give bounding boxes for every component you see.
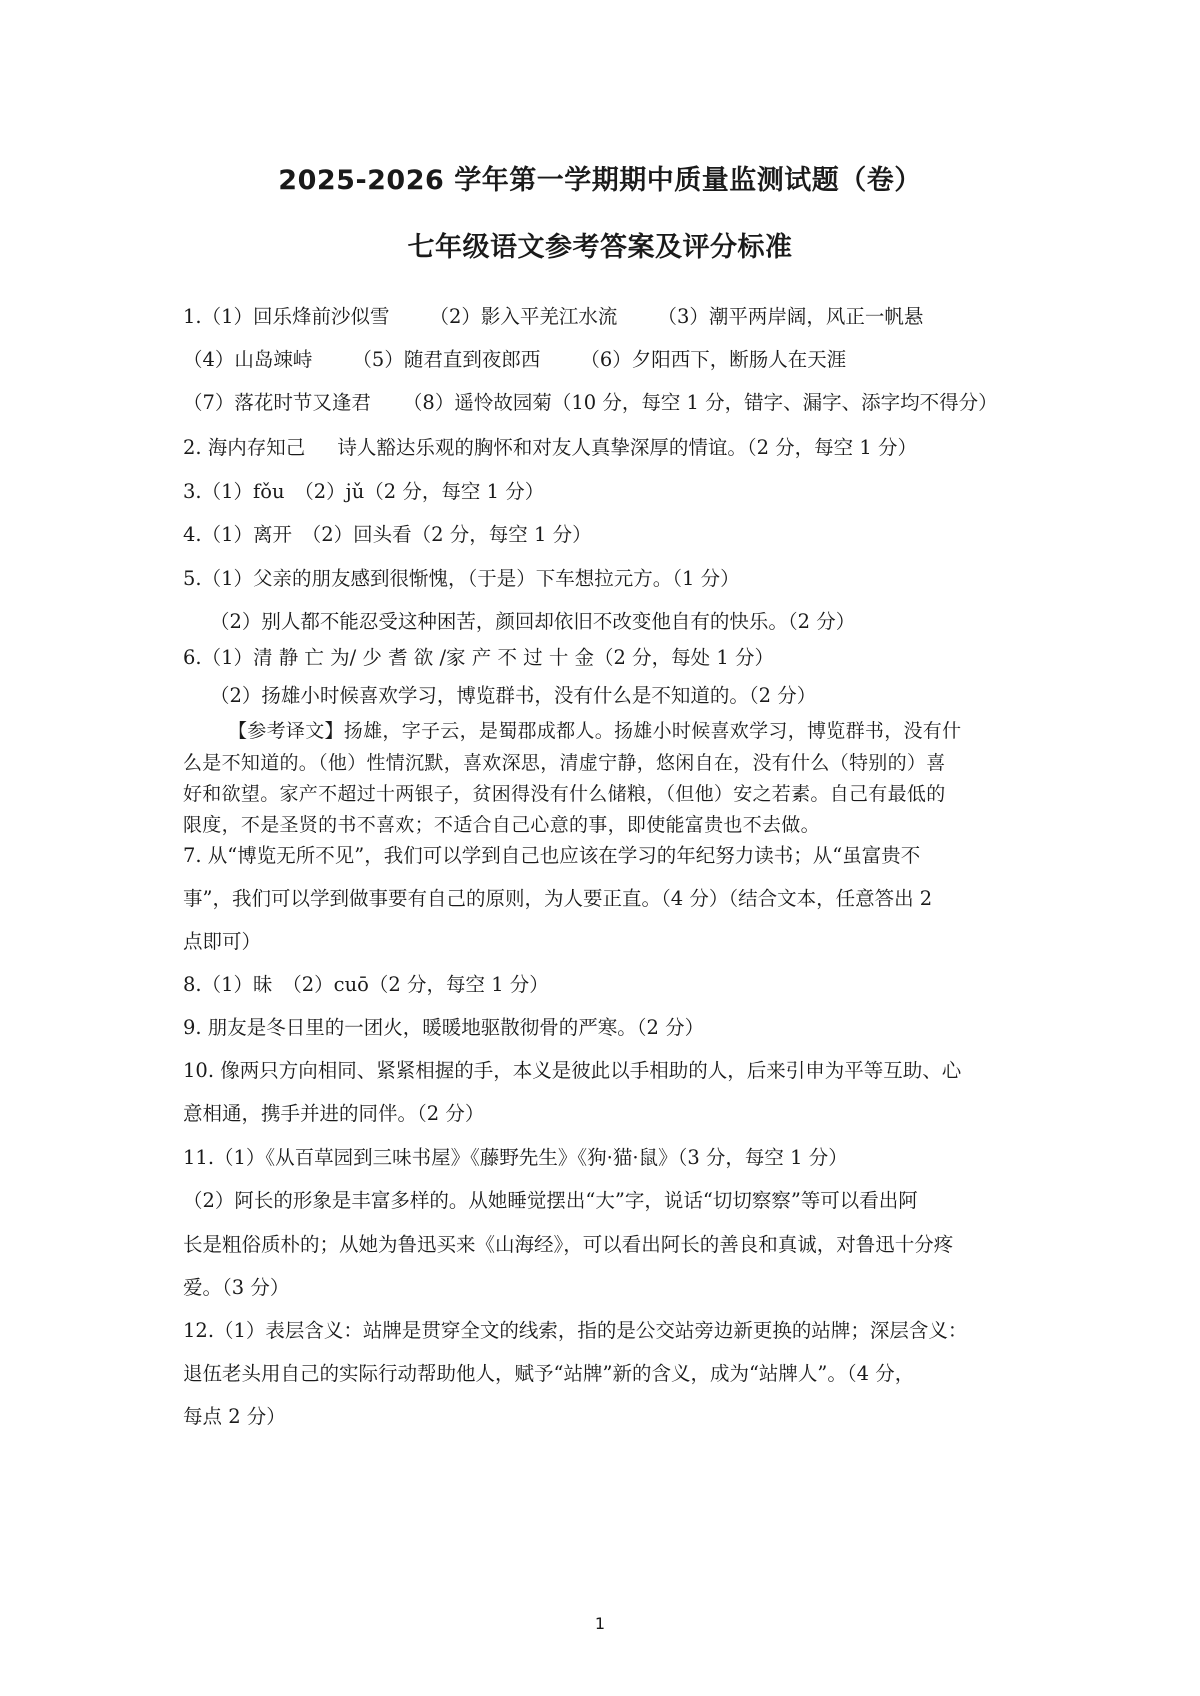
translation-line-1: 【参考译文】扬雄，字子云，是蜀郡成都人。扬雄小时候喜欢学习，博览群书，没有什 [228,720,962,742]
answer-5-2: （2）别人都不能忍受这种困苦，颜回却依旧不改变他自有的快乐。（2 分） [210,610,856,633]
answer-7-line-3: 点即可） [183,930,262,953]
answer-10-line-1: 10. 像两只方向相同、紧紧相握的手，本义是彼此以手相助的人，后来引申为平等互助、心 [183,1059,962,1082]
answer-4: 4.（1）离开 （2）回头看（2 分，每空 1 分） [183,523,592,546]
answer-11-2-line-1: （2）阿长的形象是丰富多样的。从她睡觉摆出“大”字，说话“切切察察”等可以看出阿 [183,1189,918,1212]
answer-6-2: （2）扬雄小时候喜欢学习，博览群书，没有什么是不知道的。（2 分） [210,684,817,707]
answer-1-part-5: （5）随君直到夜郎西 [352,348,541,371]
answer-1-part-1: 1.（1）回乐烽前沙似雪 [183,305,390,328]
answer-11-2-line-2: 长是粗俗质朴的；从她为鲁迅买来《山海经》，可以看出阿长的善良和真诚，对鲁迅十分疼 [183,1233,954,1256]
answer-7-line-1: 7. 从“博览无所不见”，我们可以学到自己也应该在学习的年纪努力读书；从“虽富贵不 [183,844,921,867]
translation-line-2: 么是不知道的。（他）性情沉默，喜欢深思，清虚宁静，悠闲自在，没有什么（特别的）喜 [183,752,946,774]
answer-11-1: 11.（1）《从百草园到三味书屋》《藤野先生》《狗·猫·鼠》（3 分，每空 1 分） [183,1146,848,1169]
answer-1-part-3: （3）潮平两岸阔，风正一帆悬 [657,305,924,328]
translation-line-3: 好和欲望。家产不超过十两银子，贫困得没有什么储粮，（但他）安之若素。自己有最低的 [183,783,946,805]
answer-12-line-1: 12.（1）表层含义：站牌是贯穿全文的线索，指的是公交站旁边新更换的站牌；深层含义： [183,1319,968,1342]
answer-1-part-7: （7）落花时节又逢君 [183,391,371,414]
answer-2-part-2: 诗人豁达乐观的胸怀和对友人真挚深厚的情谊。（2 分，每空 1 分） [337,436,917,459]
answer-2 [183,435,917,461]
answer-6-1: 6.（1）清 静 亡 为/ 少 耆 欲 /家 产 不 过 十 金（2 分，每处 1 分） [183,646,774,669]
answer-1-line-3 [183,390,998,416]
answer-1-line-1 [183,304,923,330]
answer-3: 3.（1）fǒu （2）jǔ（2 分，每空 1 分） [183,480,545,503]
page-number: 1 [594,1614,606,1633]
page-title: 2025-2026 学年第一学期期中质量监测试题（卷） [278,165,922,196]
answer-1-part-4: （4）山岛竦峙 [183,348,313,371]
answer-1-part-2: （2）影入平羌江水流 [429,305,618,328]
answer-12-line-2: 退伍老头用自己的实际行动帮助他人，赋予“站牌”新的含义，成为“站牌人”。（4 分， [183,1362,915,1385]
answer-1-part-6: （6）夕阳西下，断肠人在天涯 [580,348,847,371]
answer-10-line-2: 意相通，携手并进的同伴。（2 分） [183,1102,485,1125]
answer-12-line-3: 每点 2 分） [183,1405,286,1428]
answer-2-part-1: 2. 海内存知己 [183,436,306,459]
answer-1-line-2 [183,347,846,373]
answer-7-line-2: 事”，我们可以学到做事要有自己的原则，为人要正直。（4 分）（结合文本，任意答出 2 [183,887,933,910]
answer-9: 9. 朋友是冬日里的一团火，暖暖地驱散彻骨的严寒。（2 分） [183,1016,705,1039]
page-subtitle: 七年级语文参考答案及评分标准 [407,232,793,263]
translation-line-4: 限度，不是圣贤的书不喜欢；不适合自己心意的事，即使能富贵也不去做。 [183,814,820,836]
answer-5-1: 5.（1）父亲的朋友感到很惭愧，（于是）下车想拉元方。（1 分） [183,567,740,590]
answer-8: 8.（1）昧 （2）cuō（2 分，每空 1 分） [183,973,549,996]
answer-11-2-line-3: 爱。（3 分） [183,1276,290,1299]
answer-1-part-8: （8）遥怜故园菊（10 分，每空 1 分，错字、漏字、添字均不得分） [402,391,998,414]
